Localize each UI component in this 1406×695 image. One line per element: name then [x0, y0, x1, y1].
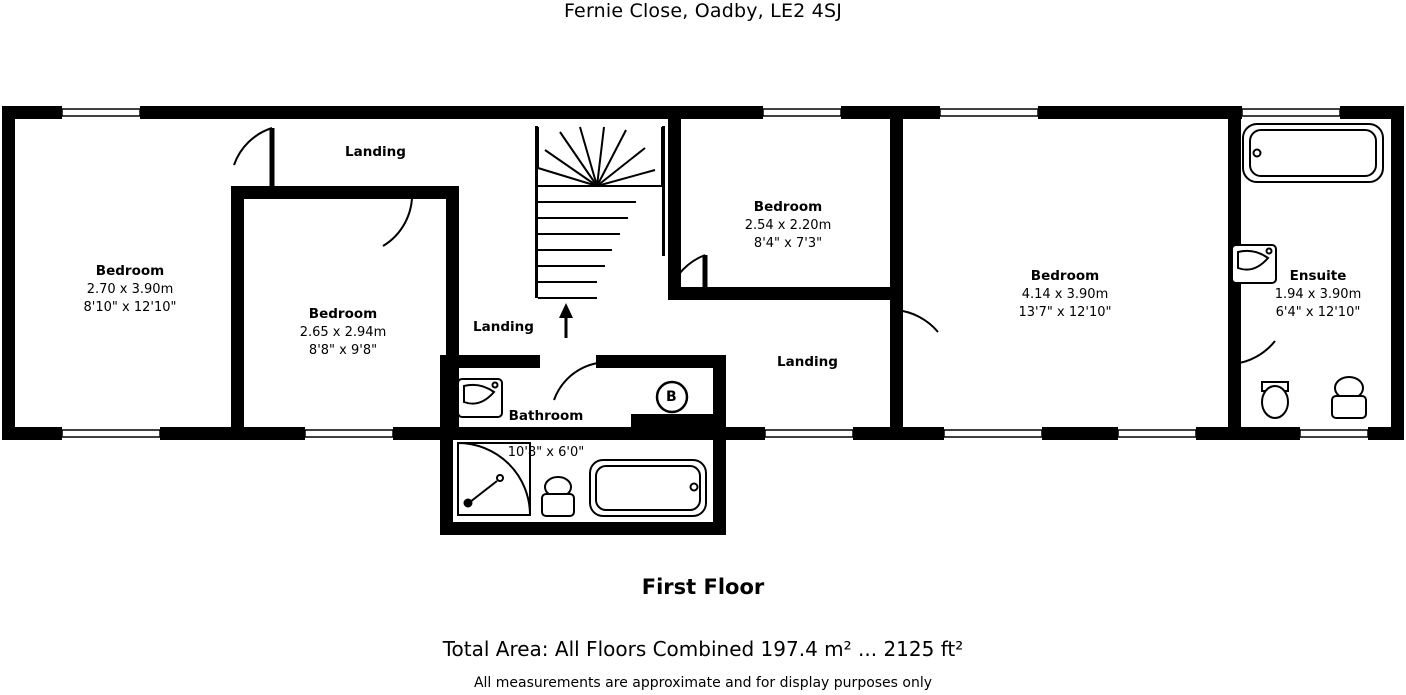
room-name: Bedroom	[95, 263, 165, 279]
room-dim-imperial: 13'7" x 12'10"	[1018, 304, 1112, 320]
room-bedroom-1	[64, 262, 196, 317]
disclaimer-text: All measurements are approximate and for display purposes only	[473, 675, 933, 691]
stairs-icon	[538, 126, 662, 298]
room-bedroom-4	[997, 267, 1133, 322]
room-dim-imperial: 8'8" x 9'8"	[308, 342, 378, 358]
direction-arrow-icon	[559, 303, 573, 338]
room-bedroom-3	[718, 198, 858, 253]
room-name: Bedroom	[753, 199, 823, 215]
room-dim-metric: 2.70 x 3.90m	[86, 281, 174, 297]
total-area-label: Total Area: All Floors Combined 197.4 m² ... 2125 ft²	[442, 637, 964, 661]
room-name: Ensuite	[1289, 268, 1347, 284]
label-landing-0: Landing	[345, 144, 406, 160]
room-name: Bedroom	[1030, 268, 1100, 284]
room-bathroom	[478, 407, 614, 462]
room-dim-metric: 2.65 x 2.94m	[299, 324, 387, 340]
room-dim-metric: 3.24 x 1.83m	[502, 426, 590, 442]
room-dim-metric: 2.54 x 2.20m	[744, 217, 832, 233]
label-landing-1: Landing	[473, 319, 534, 335]
room-dim-imperial: 8'4" x 7'3"	[753, 235, 823, 251]
floor-label: First Floor	[641, 575, 765, 599]
room-dim-imperial: 8'10" x 12'10"	[83, 299, 177, 315]
room-dim-imperial: 6'4" x 12'10"	[1275, 304, 1361, 320]
label-landing-2: Landing	[777, 354, 838, 370]
room-dim-metric: 4.14 x 3.90m	[1021, 286, 1109, 302]
room-name: Bedroom	[308, 306, 378, 322]
room-bedroom-2	[277, 305, 409, 360]
boiler-label: B	[666, 389, 677, 405]
page-title: Fernie Close, Oadby, LE2 4SJ	[563, 0, 843, 22]
room-ensuite	[1245, 267, 1391, 322]
room-name: Bathroom	[508, 408, 584, 424]
room-dim-imperial: 10'8" x 6'0"	[507, 444, 585, 460]
room-dim-metric: 1.94 x 3.90m	[1274, 286, 1362, 302]
